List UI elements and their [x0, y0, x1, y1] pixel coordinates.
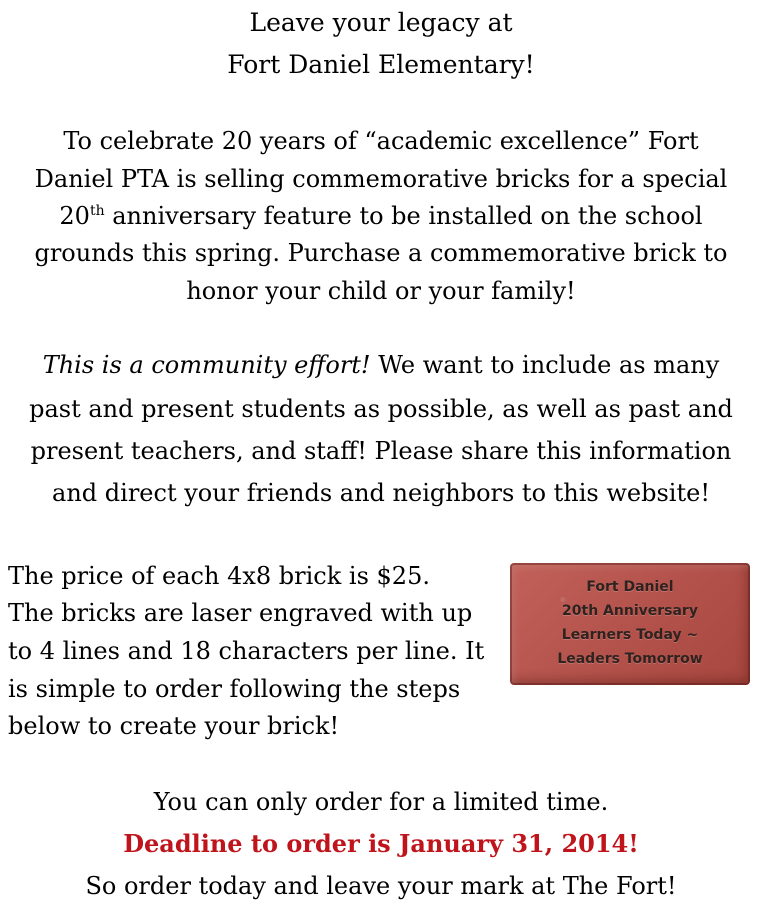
community-line-4: and direct your friends and neighbors to this website! [52, 479, 710, 507]
pricing-line-1: The price of each 4x8 brick is $25. [8, 562, 430, 590]
community-line-1 [0, 350, 762, 380]
community-italic-lead: This is a community effort! [42, 351, 371, 379]
community-line-2: past and present students as possible, as well as past and [29, 395, 733, 423]
community-line-1-rest: We want to include as many [370, 351, 720, 379]
commemorative-brick-image [510, 563, 750, 685]
order-today-line: So order today and leave your mark at The Fort! [85, 872, 677, 900]
community-line-3: present teachers, and staff! Please share this information [30, 437, 732, 465]
intro-line-4: grounds this spring. Purchase a commemorative brick to [34, 239, 728, 267]
brick-engraving-line-1: Fort Daniel [586, 579, 674, 595]
brick-engraving-line-2: 20th Anniversary [562, 603, 698, 619]
anniversary-number: 20 [59, 202, 90, 230]
anniversary-text: anniversary feature to be installed on the school [104, 202, 703, 230]
intro-line-5: honor your child or your family! [186, 277, 576, 305]
brick-engraving-line-4: Leaders Tomorrow [557, 651, 703, 667]
ordinal-suffix: th [89, 203, 105, 219]
intro-line-3 [0, 201, 762, 231]
pricing-line-5: below to create your brick! [8, 712, 340, 740]
brick-engraving-line-3: Learners Today ~ [561, 627, 699, 643]
limited-time-line: You can only order for a limited time. [153, 788, 609, 816]
pricing-line-3: to 4 lines and 18 characters per line. It [8, 637, 485, 665]
intro-line-2: Daniel PTA is selling commemorative bricks for a special [34, 165, 728, 193]
intro-line-1: To celebrate 20 years of “academic excellence” Fort [63, 127, 699, 155]
pricing-line-2: The bricks are laser engraved with up [8, 599, 473, 627]
pricing-line-4: is simple to order following the steps [8, 675, 461, 703]
title-line-2: Fort Daniel Elementary! [227, 50, 535, 79]
title-line-1: Leave your legacy at [249, 8, 513, 37]
deadline-line: Deadline to order is January 31, 2014! [123, 829, 639, 858]
